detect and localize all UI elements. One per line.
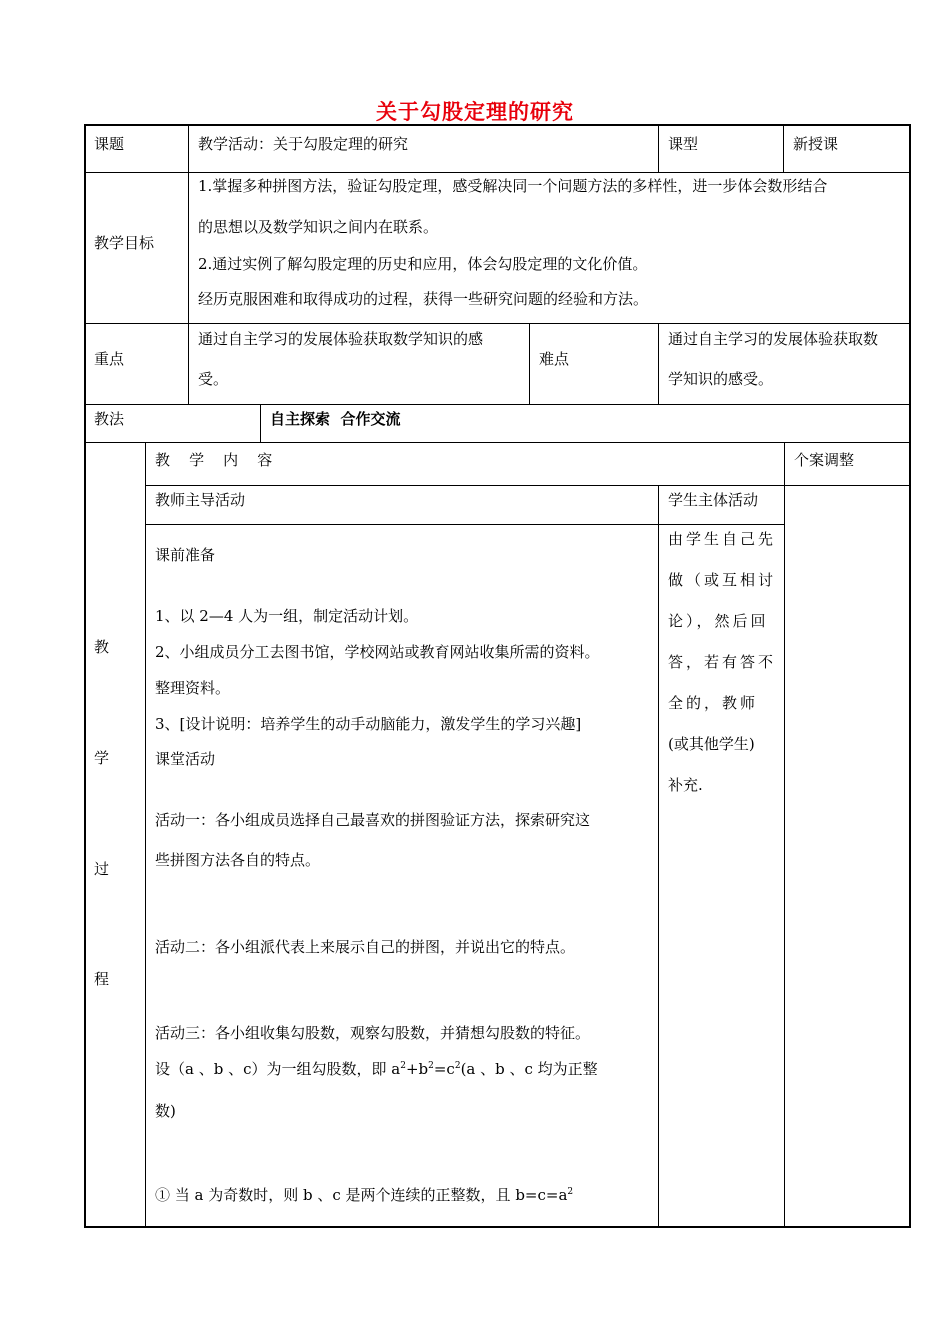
pythagorean-triple-line: 设（a 、b 、c）为一组勾股数，即 $a^2+b^2=c^2(a$ 、b 、c 均为正整 [155, 1060, 598, 1078]
prep-title: 课前准备 [155, 546, 216, 564]
prep-item-2: 2、小组成员分工去图书馆，学校网站或教育网站收集所需的资料。 [155, 643, 600, 661]
method-value: 自主探索 合作交流 [270, 410, 401, 428]
student-line-5: 全的，教师 [668, 694, 759, 712]
student-line-2: 做（或互相讨 [668, 571, 777, 589]
key-point-line-1: 通过自主学习的发展体验获取数学知识的感 [198, 330, 484, 348]
activity-1-line-2: 些拼图方法各自的特点。 [155, 851, 321, 869]
adjust-header: 个案调整 [794, 451, 855, 469]
topic-value: 教学活动：关于勾股定理的研究 [198, 135, 409, 153]
goals-line-1: 1.掌握多种拼图方法，验证勾股定理，感受解决同一个问题方法的多样性，进一步体会数形结合 [198, 177, 828, 195]
teacher-header: 教师主导活动 [155, 491, 246, 509]
process-char-3: 过 [94, 860, 110, 878]
lesson-type-value: 新授课 [793, 135, 839, 153]
student-line-7: 补充. [668, 776, 703, 794]
topic-label: 课题 [94, 135, 125, 153]
lesson-type-label: 课型 [668, 135, 699, 153]
case-1-line: ① 当 a 为奇数时，则 b 、c 是两个连续的正整数，且 $b=c=a^2$ [155, 1186, 574, 1204]
student-line-4: 答，若有答不 [668, 653, 777, 671]
difficulty-line-1: 通过自主学习的发展体验获取数 [668, 330, 879, 348]
method-label: 教法 [94, 410, 125, 428]
page-title: 关于勾股定理的研究 [376, 99, 574, 124]
pythagorean-triple-line-2: 数) [155, 1102, 176, 1120]
goals-line-3: 2.通过实例了解勾股定理的历史和应用，体会勾股定理的文化价值。 [198, 255, 648, 273]
activity-1-line-1: 活动一：各小组成员选择自己最喜欢的拼图验证方法，探索研究这 [155, 811, 591, 829]
key-point-label: 重点 [94, 350, 125, 368]
activity-3: 活动三：各小组收集勾股数，观察勾股数，并猜想勾股数的特征。 [155, 1024, 591, 1042]
content-header: 教 学 内 容 [155, 451, 273, 469]
goals-label: 教学目标 [94, 234, 155, 252]
process-char-4: 程 [94, 970, 110, 988]
key-point-line-2: 受。 [198, 370, 229, 388]
student-line-6: (或其他学生) [668, 735, 755, 753]
class-title: 课堂活动 [155, 750, 216, 768]
prep-item-3: 3、[设计说明：培养学生的动手动脑能力，激发学生的学习兴趣] [155, 715, 582, 733]
student-header: 学生主体活动 [668, 491, 759, 509]
student-line-3: 论），然后回 [668, 612, 769, 630]
difficulty-line-2: 学知识的感受。 [668, 370, 774, 388]
prep-item-2b: 整理资料。 [155, 679, 231, 697]
goals-line-4: 经历克服困难和取得成功的过程，获得一些研究问题的经验和方法。 [198, 290, 649, 308]
student-line-1: 由学生自己先 [668, 530, 777, 548]
process-char-2: 学 [94, 749, 110, 767]
prep-item-1: 1、以 2—4 人为一组，制定活动计划。 [155, 607, 419, 625]
goals-line-2: 的思想以及数学知识之间内在联系。 [198, 218, 439, 236]
activity-2: 活动二：各小组派代表上来展示自己的拼图，并说出它的特点。 [155, 938, 576, 956]
process-char-1: 教 [94, 638, 110, 656]
difficulty-label: 难点 [539, 350, 570, 368]
